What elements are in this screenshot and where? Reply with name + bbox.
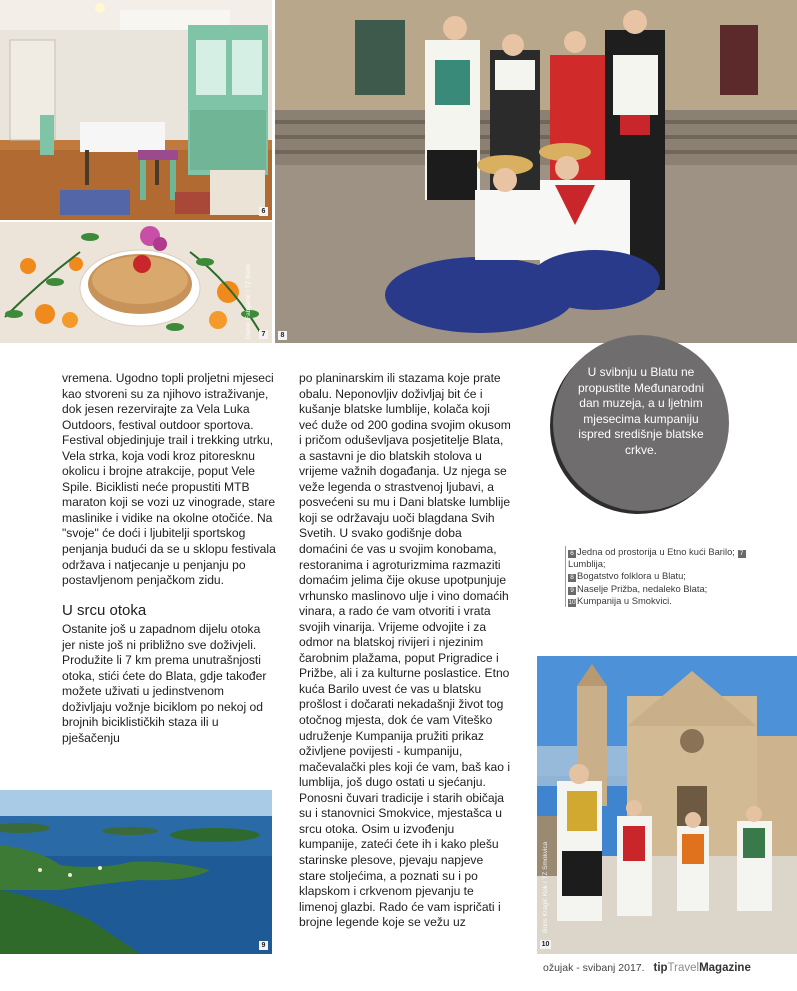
page-footer (543, 962, 751, 974)
caption-number: 9 (568, 587, 576, 595)
caption-text: Jedna od prostorija u Etno kući Barilo; (577, 546, 735, 557)
photo-credit: Boris Kragić Kok / TZ Smokvica (542, 841, 549, 933)
photo-cake (0, 222, 272, 343)
caption-number: 6 (568, 550, 576, 558)
photo-number: 9 (259, 941, 268, 950)
photo-folklore (275, 0, 797, 343)
brand-magazine: Magazine (699, 962, 751, 974)
photo-credit: Damir Fabijanić / TZ Blato (245, 263, 252, 339)
paragraph: vremena. Ugodno topli proljetni mjeseci kao stvoreni su za njihovo istraživanje, dok jesen rezervirajte za Vela Luka Outdoors, festival outdoor sportova. Festival objedinjuje trail i trekking utrku, Vela strka, koja vodi kroz pitoresknu okolicu i brojne atrakcije, poput Vele Spile. Biciklisti neće propustiti MTB maraton koji se vozi uz vinograde, stare maslinike i vidike na okolne otočiće. Na "svoje" će doći i ljubitelji sportskog penjanja budući da se u sklopu festivala održava i natjecanje u penjanju po postavljenom penjačkom zidu. (62, 371, 276, 588)
caption-text: Lumblija; (568, 558, 606, 570)
photo-number: 7 (259, 330, 268, 339)
photo-number: 10 (541, 941, 550, 948)
paragraph: Ostanite još u zapadnom dijelu otoka jer niste još ni približno sve doživjeli. Produžite li 7 km prema unutrašnjosti otoka, stići ćete do Blata, gdje također možete uživati u jedinstvenom doživljaju vožnje biciklom po nekoj od brojnih biciklističkih staza ili u pješačenju (62, 622, 267, 746)
caption-number: 7 (738, 550, 746, 558)
photo-church (537, 656, 797, 954)
brand-travel: Travel (667, 962, 700, 974)
photo-number: 8 (278, 331, 287, 340)
caption-text: Naselje Prižba, nedaleko Blata; (577, 582, 708, 594)
magazine-logo (653, 962, 750, 974)
caption-text: Kumpanija u Smokvici. (577, 594, 672, 606)
section-heading: U srcu otoka (62, 601, 147, 619)
text-column-1 (62, 371, 277, 747)
brand-tip: tip (653, 962, 668, 974)
photo-coast (0, 790, 272, 954)
issue-date: ožujak - svibanj 2017. (543, 962, 645, 974)
pull-quote (553, 335, 729, 511)
caption-text: Bogatstvo folklora u Blatu; (577, 570, 686, 582)
caption-number: 8 (568, 574, 576, 582)
photo-captions (565, 546, 758, 607)
caption-number: 10 (568, 598, 576, 606)
photo-number: 6 (259, 207, 268, 216)
photo-interior (0, 0, 272, 220)
text-column-2 (299, 371, 512, 931)
pull-quote-text: U svibnju u Blatu ne propustite Međunarodni dan muzeja, a u ljetnim mjesecima kumpaniju ispred središnje blatske crkve. (577, 365, 705, 457)
paragraph: po planinarskim ili stazama koje prate obalu. Neponovljiv doživljaj bit će i kušanje blatske lumblije, kolača koji već duže od 200 godina svojim okusom i pričom oduševljava posjetitelje Blata, a sastavni je dio blatskih stolova u vrijeme važnih događanja. Uz njega se veže legenda o strastvenoj ljubavi, a posvećeni su mu i Dani blatske lumblije koji se održavaju uoči blagdana Svih Svetih. U svako godišnje doba domaćini će vas u svojim konobama, restoranima i agroturizmima razmaziti domaćim jelima čije okuse upotpunjuje vrhunsko maslinovo ulje i vino domaćih vinara, a rado će vam otvoriti i vrata svojih vinarija. Vrijeme odvojite i za odmor na blatskoj rivijeri i njezinim čarobnim plažama, poput Prigradice i Prižbe, ali i za kulturne poslastice. Etno kuća Barilo uvest će vas u blatsku prošlost i dočarati nekadašnji život tog otočnog mjesta, dok će vam Viteško udruženje Kumpanija pružiti prikaz oživljene povijesti - kumpaniju, mačevalački ples koji će vam, baš kao i lumblija, još dugo ostati u sjećanju. Ponosni čuvari tradicije i starih običaja su i stanovnici Smokvice, mjestašca u srcu otoka. Osim u izvođenju kumpanije, zateći ćete ih i kako plešu starinske plesove, pjevaju napjeve stare stoljećima, a poznati su i po klapskom i crkvenom pjevanju te limenoj glazbi. Rado će vam ispričati i brojne legende koje se vežu uz (299, 371, 511, 930)
